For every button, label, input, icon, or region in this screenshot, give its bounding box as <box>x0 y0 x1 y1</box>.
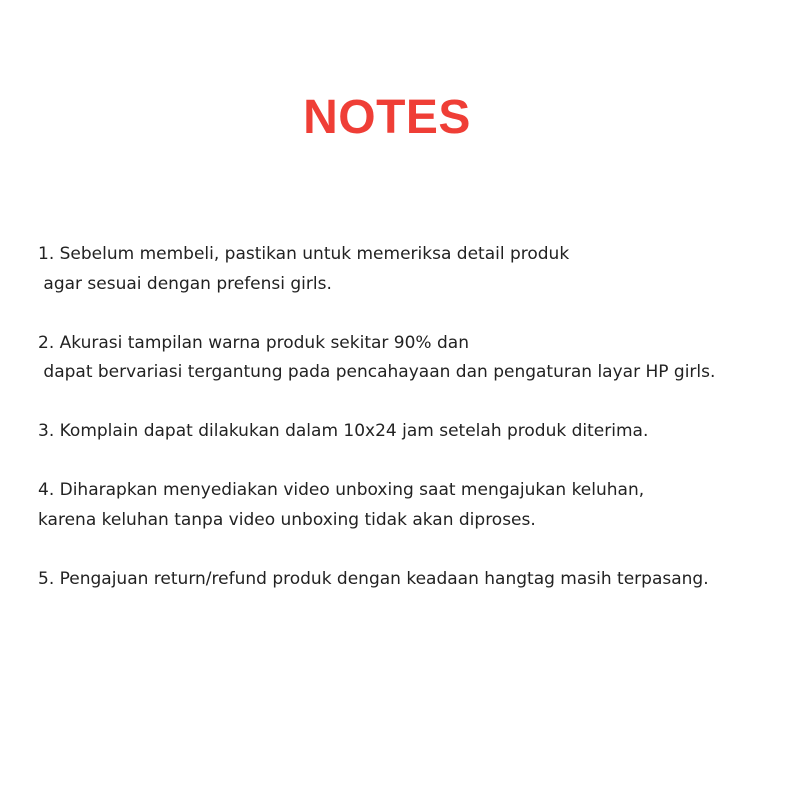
note-line: 3. Komplain dapat dilakukan dalam 10x24 jam setelah produk diterima. <box>38 421 649 441</box>
note-line: 4. Diharapkan menyediakan video unboxing saat mengajukan keluhan, <box>38 480 645 500</box>
note-item-5 <box>38 565 788 595</box>
note-line: 5. Pengajuan return/refund produk dengan keadaan hangtag masih terpasang. <box>38 568 709 589</box>
note-item-3 <box>38 417 788 447</box>
page-title: NOTES <box>303 91 471 144</box>
notes-list <box>38 240 788 624</box>
note-item-1 <box>38 240 788 299</box>
note-line: agar sesuai dengan prefensi girls. <box>38 273 332 294</box>
note-item-2 <box>38 329 788 388</box>
note-line: dapat bervariasi tergantung pada pencahayaan dan pengaturan layar HP girls. <box>38 362 716 382</box>
note-item-4 <box>38 476 788 535</box>
note-line: 1. Sebelum membeli, pastikan untuk memeriksa detail produk <box>38 244 570 264</box>
note-line: 2. Akurasi tampilan warna produk sekitar 90% dan <box>38 332 469 353</box>
note-line: karena keluhan tanpa video unboxing tidak akan diproses. <box>38 509 536 530</box>
